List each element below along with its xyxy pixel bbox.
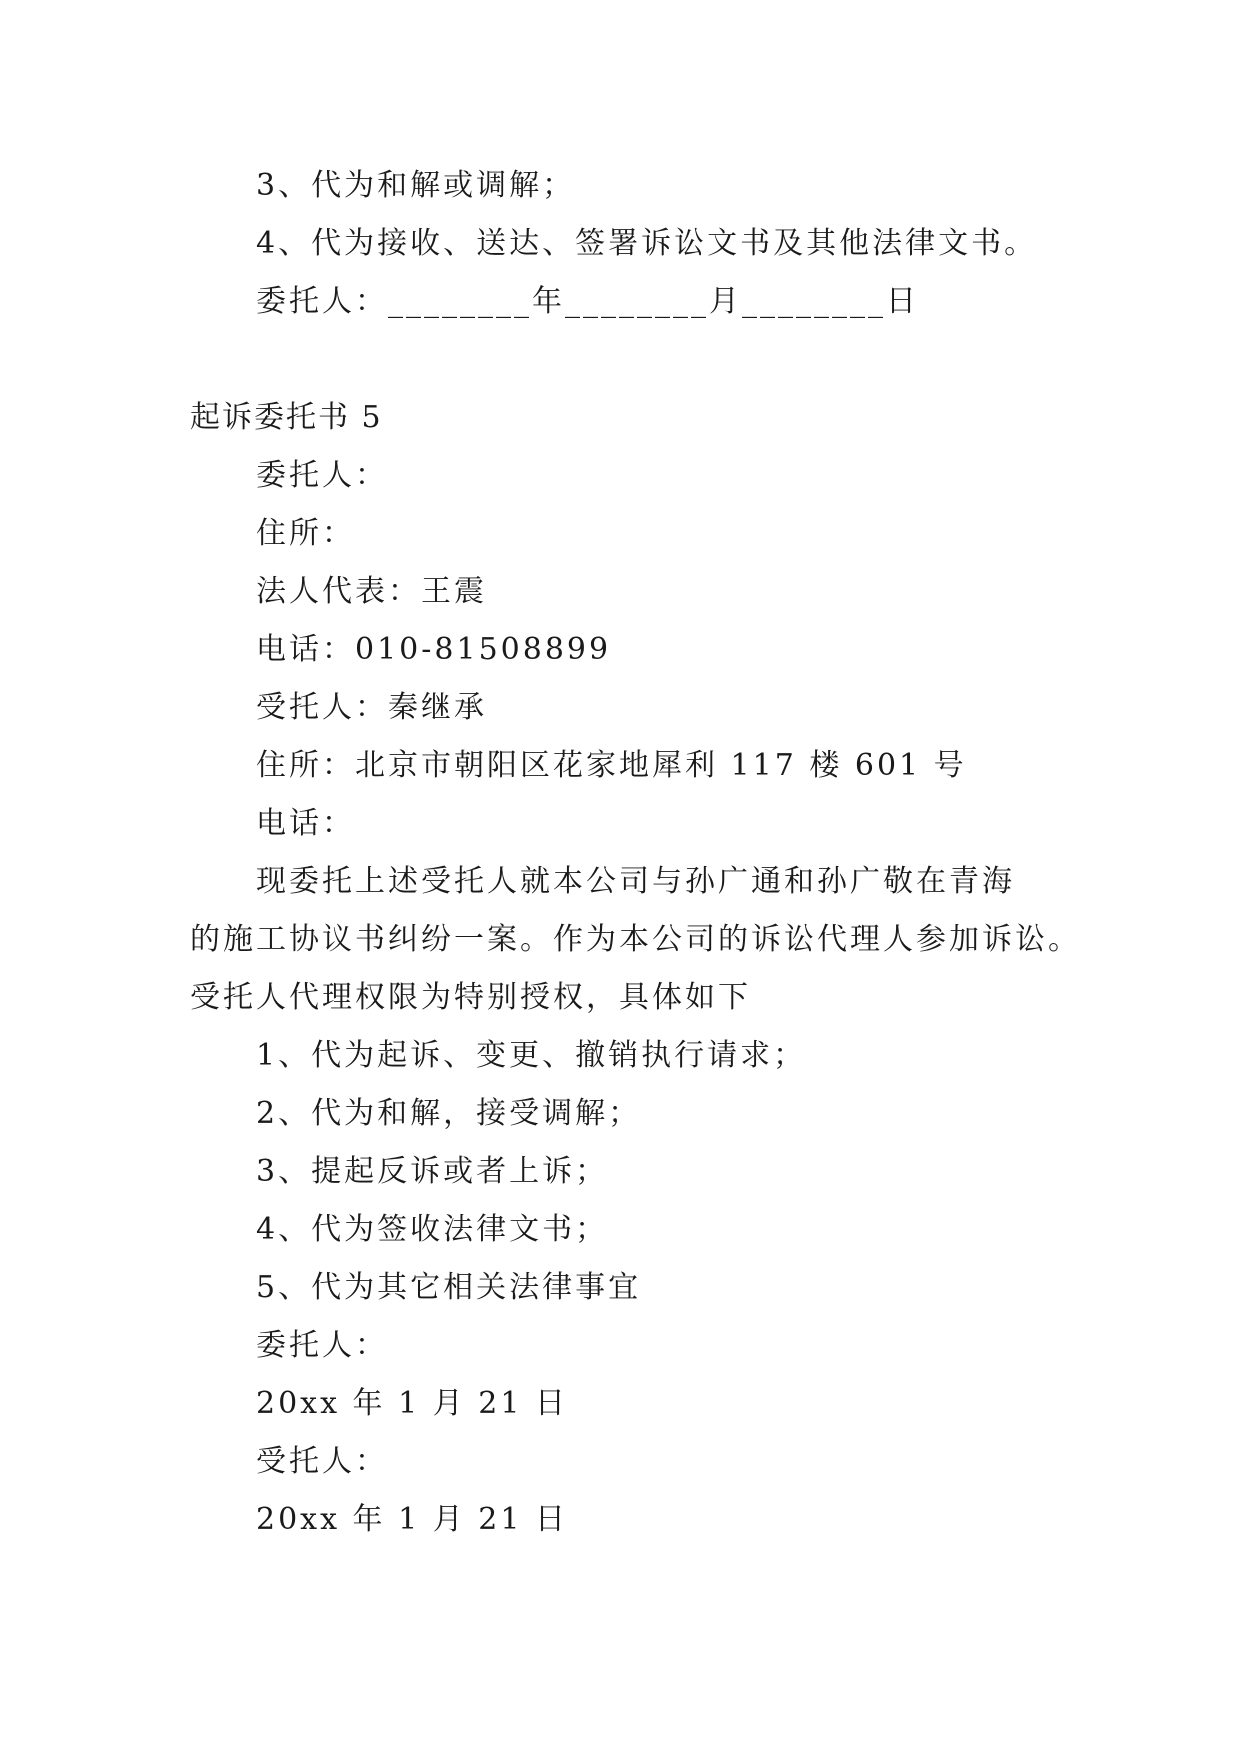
principal-phone: 电话：010-81508899 [256, 632, 612, 667]
principal-address: 住所： [256, 516, 355, 551]
authority-item-2: 2、代为和解，接受调解； [256, 1096, 642, 1131]
principal-label: 委托人： [256, 458, 388, 493]
agent-signature: 受托人： [256, 1444, 388, 1479]
agent-name: 受托人：秦继承 [256, 690, 487, 725]
authority-item-5: 5、代为其它相关法律事宜 [256, 1270, 642, 1305]
agent-address: 住所：北京市朝阳区花家地犀利 117 楼 601 号 [256, 748, 967, 783]
body-paragraph-line-2: 的施工协议书纠纷一案。作为本公司的诉讼代理人参加诉讼。 [190, 922, 1081, 957]
previous-item-3: 3、代为和解或调解； [256, 168, 576, 203]
principal-signature: 委托人： [256, 1328, 388, 1363]
legal-representative: 法人代表：王震 [256, 574, 487, 609]
principal-date: 20xx 年 1 月 21 日 [256, 1386, 568, 1421]
body-paragraph-line-1: 现委托上述受托人就本公司与孙广通和孙广敬在青海 [256, 864, 1015, 899]
previous-signature-line: 委托人：________年________月________日 [256, 284, 919, 319]
agent-phone: 电话： [256, 806, 355, 841]
authority-item-1: 1、代为起诉、变更、撤销执行请求； [256, 1038, 807, 1073]
body-paragraph-line-3: 受托人代理权限为特别授权，具体如下 [190, 980, 751, 1015]
section-title: 起诉委托书 5 [190, 400, 383, 435]
authority-item-4: 4、代为签收法律文书； [256, 1212, 609, 1247]
authority-item-3: 3、提起反诉或者上诉； [256, 1154, 609, 1189]
previous-item-4: 4、代为接收、送达、签署诉讼文书及其他法律文书。 [256, 226, 1038, 261]
agent-date: 20xx 年 1 月 21 日 [256, 1502, 568, 1537]
